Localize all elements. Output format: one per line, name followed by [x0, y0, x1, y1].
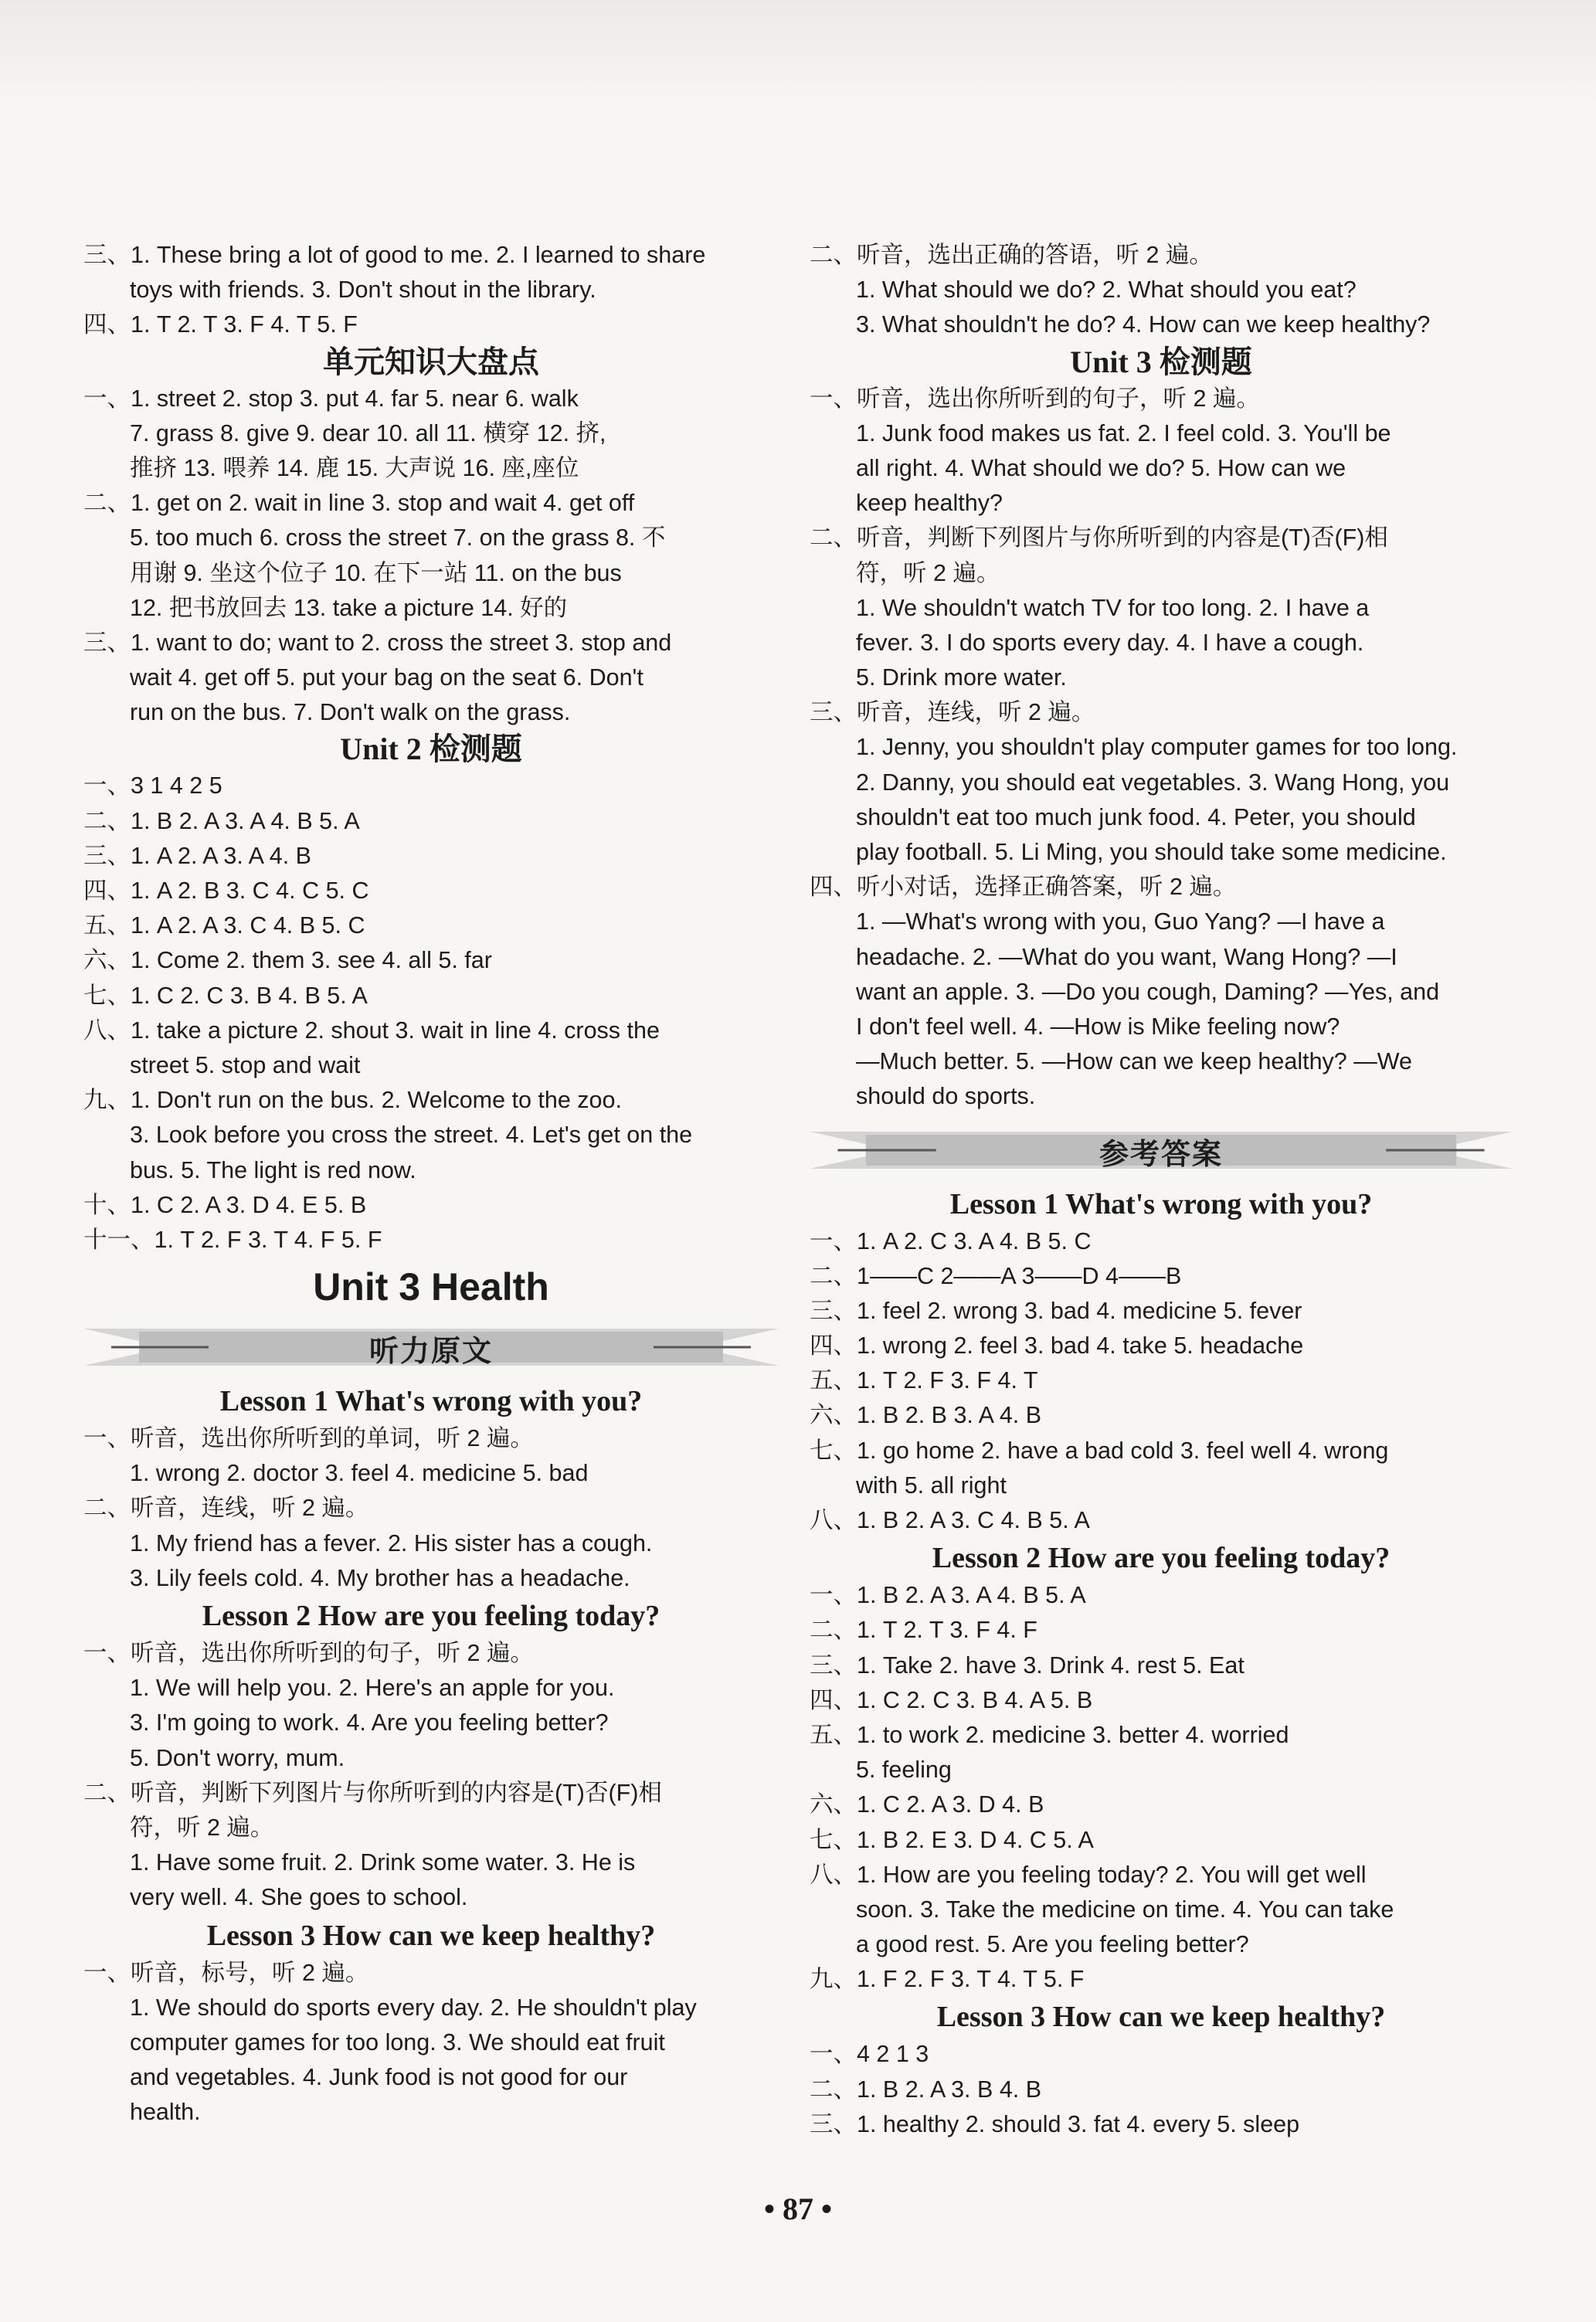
- section-heading: Unit 2 检测题: [340, 732, 522, 767]
- answer-line: 12. 把书放回去 13. take a picture 14. 好的: [130, 594, 568, 621]
- answer-line: 五、1. T 2. F 3. F 4. T: [810, 1367, 1038, 1394]
- answer-line: 三、1. feel 2. wrong 3. bad 4. medicine 5. fever: [810, 1297, 1302, 1324]
- answer-line: shouldn't eat too much junk food. 4. Peter, you should: [856, 803, 1416, 830]
- answer-line: 1. We shouldn't watch TV for too long. 2. I have a: [856, 594, 1370, 621]
- lesson-heading: Lesson 1 What's wrong with you?: [219, 1385, 643, 1418]
- answer-line: wait 4. get off 5. put your bag on the seat 6. Don't: [130, 664, 643, 691]
- answer-line: all right. 4. What should we do? 5. How can we: [856, 454, 1346, 481]
- answer-line: play football. 5. Li Ming, you should take some medicine.: [856, 839, 1447, 865]
- answer-line: run on the bus. 7. Don't walk on the grass.: [130, 699, 571, 726]
- lesson-heading: Lesson 2 How are you feeling today?: [932, 1542, 1391, 1575]
- answer-line: 八、1. How are you feeling today? 2. You will get well: [810, 1861, 1367, 1888]
- answer-line: a good rest. 5. Are you feeling better?: [856, 1931, 1249, 1958]
- answer-line: 1. What should we do? 2. What should you eat?: [856, 277, 1357, 304]
- answer-line: 二、1. get on 2. wait in line 3. stop and wait 4. get off: [83, 490, 635, 517]
- answer-line: street 5. stop and wait: [130, 1051, 361, 1078]
- answer-line: 十、1. C 2. A 3. D 4. E 5. B: [83, 1191, 367, 1218]
- answer-line: 十一、1. T 2. F 3. T 4. F 5. F: [83, 1226, 382, 1253]
- answer-line: 七、1. go home 2. have a bad cold 3. feel well 4. wrong: [810, 1437, 1389, 1464]
- section-banner: [83, 1318, 779, 1377]
- answer-line: 七、1. B 2. E 3. D 4. C 5. A: [810, 1826, 1094, 1853]
- page-number: • 87 •: [763, 2191, 832, 2226]
- answer-line: 一、听音，选出你所听到的单词，听 2 遍。: [83, 1425, 534, 1452]
- answer-line: 7. grass 8. give 9. dear 10. all 11. 横穿 12. 挤,: [130, 419, 606, 446]
- answer-line: 三、1. healthy 2. should 3. fat 4. every 5. sleep: [810, 2110, 1300, 2137]
- answer-line: 四、1. A 2. B 3. C 4. C 5. C: [83, 878, 369, 904]
- section-banner-title: 听力原文: [368, 1334, 493, 1369]
- answer-line: 5. feeling: [856, 1757, 952, 1784]
- left-column: [83, 238, 779, 2130]
- answer-line: 三、1. want to do; want to 2. cross the street 3. stop and: [83, 629, 672, 656]
- answer-line: very well. 4. She goes to school.: [130, 1884, 468, 1911]
- answer-line: bus. 5. The light is red now.: [130, 1156, 416, 1183]
- answer-line: 2. Danny, you should eat vegetables. 3. Wang Hong, you: [856, 769, 1450, 796]
- answer-line: 1. My friend has a fever. 2. His sister has a cough.: [130, 1529, 653, 1556]
- lesson-heading: Lesson 3 How can we keep healthy?: [936, 2001, 1386, 2034]
- answer-line: 一、3 1 4 2 5: [83, 772, 222, 799]
- answer-line: fever. 3. I do sports every day. 4. I have a cough.: [856, 629, 1364, 656]
- answer-line: 1. wrong 2. doctor 3. feel 4. medicine 5. bad: [130, 1460, 589, 1487]
- answer-line: 九、1. Don't run on the bus. 2. Welcome to the zoo.: [83, 1087, 622, 1114]
- answer-line: 二、1——C 2——A 3——D 4——B: [810, 1262, 1182, 1289]
- answer-line: 一、4 2 1 3: [810, 2041, 929, 2068]
- answer-line: 五、1. A 2. A 3. C 4. B 5. C: [83, 912, 365, 939]
- answer-line: 1. We will help you. 2. Here's an apple for you.: [130, 1675, 615, 1702]
- section-banner-title: 参考答案: [1099, 1136, 1223, 1171]
- answer-line: 一、听音，选出你所听到的句子，听 2 遍。: [83, 1640, 534, 1666]
- answer-line: 八、1. take a picture 2. shout 3. wait in line 4. cross the: [83, 1017, 660, 1044]
- answer-line: 符，听 2 遍。: [856, 559, 1000, 586]
- answer-line: 二、听音，判断下列图片与你所听到的内容是(T)否(F)相: [83, 1779, 662, 1806]
- answer-line: 3. What shouldn't he do? 4. How can we keep healthy?: [856, 311, 1431, 338]
- answer-line: health.: [130, 2099, 201, 2126]
- answer-line: 符，听 2 遍。: [130, 1814, 274, 1841]
- answer-line: 四、1. T 2. T 3. F 4. T 5. F: [83, 311, 358, 338]
- answer-line: 一、听音，标号，听 2 遍。: [83, 1959, 369, 1986]
- top-shade: [0, 0, 1596, 108]
- answer-line: soon. 3. Take the medicine on time. 4. You can take: [856, 1896, 1394, 1923]
- lesson-heading: Lesson 3 How can we keep healthy?: [206, 1919, 656, 1952]
- answer-line: toys with friends. 3. Don't shout in the library.: [130, 277, 596, 304]
- answer-line: 二、1. B 2. A 3. B 4. B: [810, 2076, 1042, 2103]
- answer-line: 三、1. These bring a lot of good to me. 2. I learned to share: [83, 242, 706, 268]
- answer-line: 一、1. A 2. C 3. A 4. B 5. C: [810, 1227, 1092, 1254]
- right-column: [810, 238, 1513, 2142]
- answer-line: 1. Jenny, you shouldn't play computer games for too long.: [856, 734, 1458, 761]
- answer-line: 一、听音，选出你所听到的句子，听 2 遍。: [810, 385, 1260, 412]
- answer-line: 四、1. wrong 2. feel 3. bad 4. take 5. headache: [810, 1332, 1304, 1360]
- answer-line: 1. Have some fruit. 2. Drink some water. 3. He is: [130, 1849, 636, 1876]
- answer-line: 七、1. C 2. C 3. B 4. B 5. A: [83, 982, 368, 1009]
- answer-line: 六、1. B 2. B 3. A 4. B: [810, 1402, 1042, 1429]
- answer-line: 四、1. C 2. C 3. B 4. A 5. B: [810, 1686, 1093, 1713]
- answer-line: 5. too much 6. cross the street 7. on the grass 8. 不: [130, 524, 666, 552]
- answer-line: 二、听音，连线，听 2 遍。: [83, 1495, 369, 1522]
- lesson-heading: Lesson 1 What's wrong with you?: [949, 1187, 1373, 1220]
- answer-line: 五、1. to work 2. medicine 3. better 4. worried: [810, 1721, 1289, 1748]
- unit-title: Unit 3 Health: [313, 1265, 549, 1309]
- answer-line: 二、听音，判断下列图片与你所听到的内容是(T)否(F)相: [810, 524, 1388, 552]
- answer-line: 一、1. B 2. A 3. A 4. B 5. A: [810, 1582, 1086, 1609]
- answer-line: computer games for too long. 3. We should eat fruit: [130, 2028, 665, 2056]
- lesson-heading: Lesson 2 How are you feeling today?: [202, 1600, 660, 1632]
- answer-line: —Much better. 5. —How can we keep healthy? —We: [856, 1048, 1412, 1075]
- section-heading: Unit 3 检测题: [1070, 344, 1252, 379]
- answer-line: 一、1. street 2. stop 3. put 4. far 5. near 6. walk: [83, 385, 579, 412]
- answer-line: 二、1. T 2. T 3. F 4. F: [810, 1617, 1037, 1644]
- answer-line: 二、听音，选出正确的答语，听 2 遍。: [810, 242, 1213, 268]
- answer-line: 六、1. Come 2. them 3. see 4. all 5. far: [83, 947, 492, 974]
- answer-line: with 5. all right: [856, 1472, 1007, 1499]
- answer-line: 3. Lily feels cold. 4. My brother has a headache.: [130, 1564, 630, 1591]
- answer-line: 六、1. C 2. A 3. D 4. B: [810, 1791, 1044, 1818]
- section-heading: 单元知识大盘点: [323, 344, 539, 379]
- answer-line: 八、1. B 2. A 3. C 4. B 5. A: [810, 1507, 1090, 1533]
- answer-line: 1. —What's wrong with you, Guo Yang? —I have a: [856, 908, 1385, 935]
- answer-line: 三、1. A 2. A 3. A 4. B: [83, 842, 312, 869]
- answer-line: 三、1. Take 2. have 3. Drink 4. rest 5. Eat: [810, 1652, 1245, 1679]
- answer-line: 用谢 9. 坐这个位子 10. 在下一站 11. on the bus: [130, 559, 622, 586]
- answer-line: headache. 2. —What do you want, Wang Hong? —I: [856, 943, 1397, 970]
- answer-line: 四、听小对话，选择正确答案，听 2 遍。: [810, 874, 1237, 901]
- answer-line: keep healthy?: [856, 490, 1003, 517]
- answer-line: 三、听音，连线，听 2 遍。: [810, 699, 1095, 726]
- answer-line: 1. We should do sports every day. 2. He shouldn't play: [130, 1994, 697, 2021]
- section-banner: [810, 1121, 1513, 1180]
- answer-line: 3. I'm going to work. 4. Are you feeling better?: [130, 1709, 609, 1736]
- answer-line: 5. Drink more water.: [856, 664, 1067, 691]
- answer-line: 5. Don't worry, mum.: [130, 1744, 345, 1771]
- answer-line: should do sports.: [856, 1083, 1036, 1110]
- answer-line: and vegetables. 4. Junk food is not good for our: [130, 2064, 628, 2091]
- answer-line: 推挤 13. 喂养 14. 鹿 15. 大声说 16. 座,座位: [130, 454, 579, 481]
- answer-line: want an apple. 3. —Do you cough, Daming? —Yes, and: [856, 978, 1440, 1005]
- answer-line: 3. Look before you cross the street. 4. Let's get on the: [130, 1122, 693, 1149]
- answer-line: 二、1. B 2. A 3. A 4. B 5. A: [83, 807, 360, 834]
- answer-line: 1. Junk food makes us fat. 2. I feel cold. 3. You'll be: [856, 419, 1391, 446]
- answer-line: I don't feel well. 4. —How is Mike feeling now?: [856, 1013, 1340, 1040]
- answer-line: 九、1. F 2. F 3. T 4. T 5. F: [810, 1966, 1085, 1993]
